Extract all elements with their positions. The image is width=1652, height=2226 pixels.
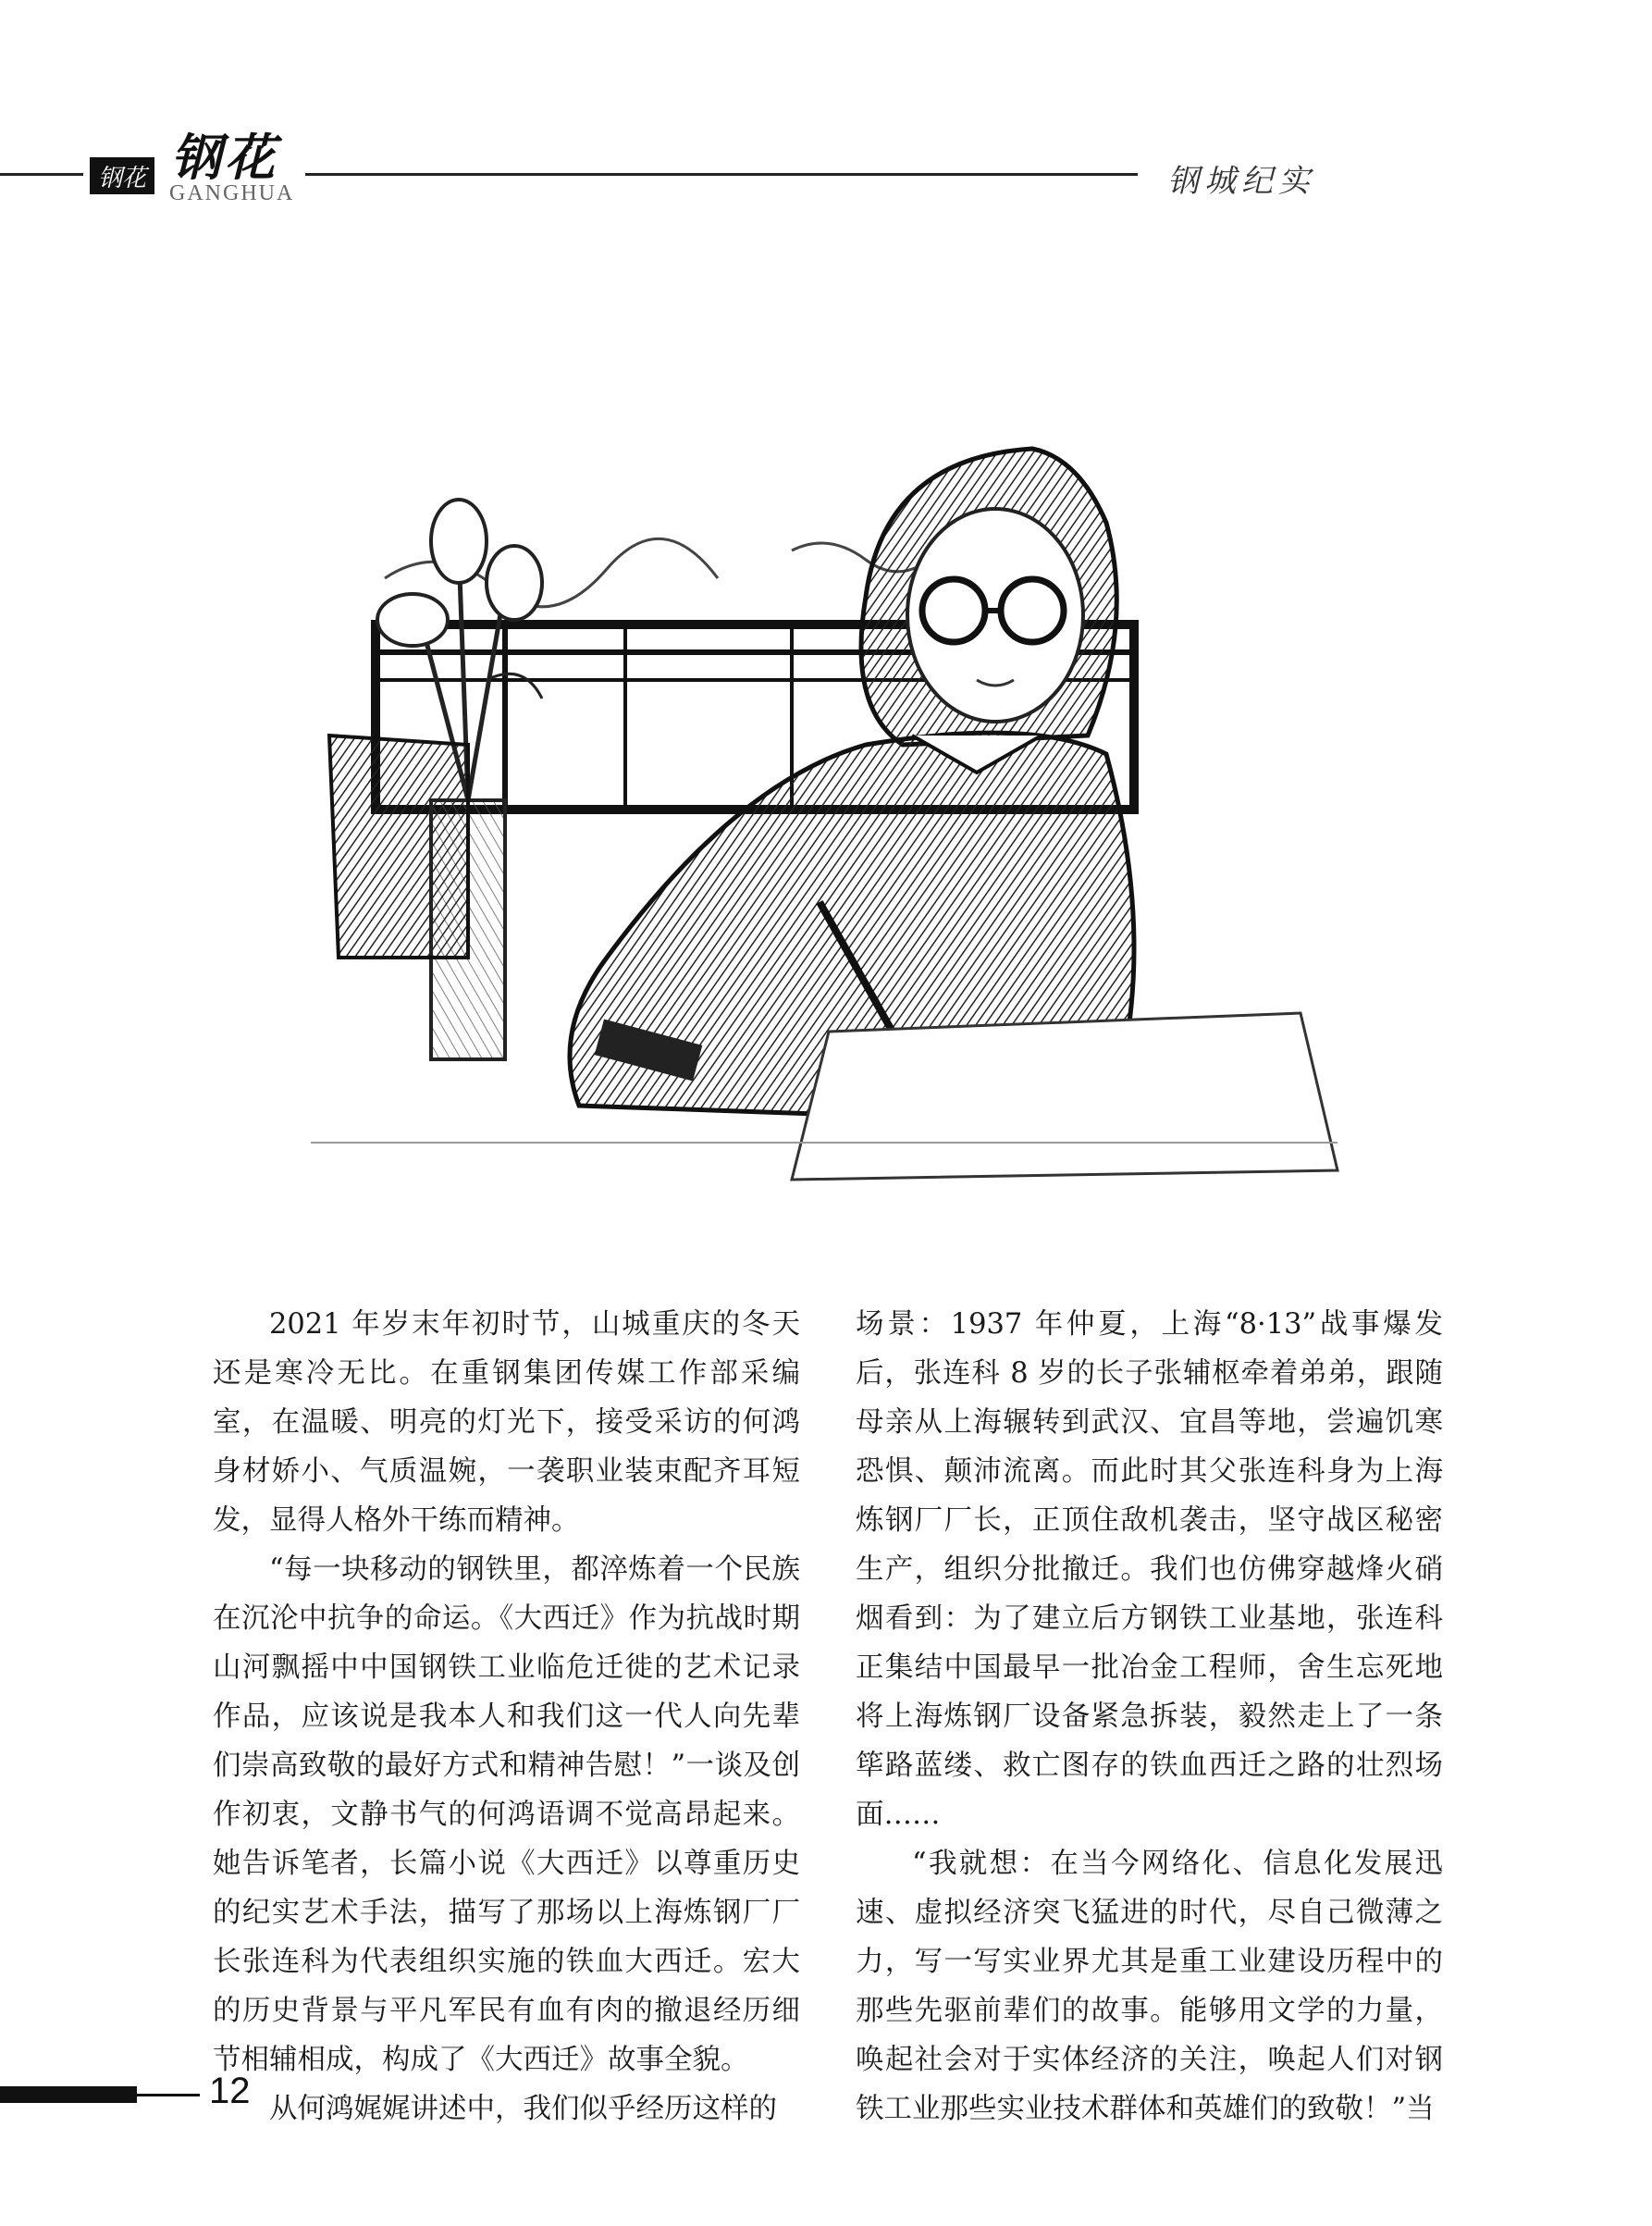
footer-bar — [0, 2086, 137, 2103]
footer-line — [137, 2094, 200, 2096]
header-rule-right — [305, 173, 1138, 176]
article-column-left — [213, 1300, 800, 2133]
article-column-right — [856, 1300, 1443, 2133]
article-paragraph: 2021 年岁末年初时节，山城重庆的冬天还是寒冷无比。在重钢集团传媒工作部采编室，在温暖、明亮的灯光下，接受采访的何鸿身材娇小、气质温婉，一袭职业装束配齐耳短发，显得人格外干练而精神。 — [213, 1308, 800, 1537]
header-rule-left — [0, 173, 83, 176]
article-paragraph: 从何鸿娓娓讲述中，我们似乎经历这样的 — [269, 2093, 777, 2125]
article-paragraph: “每一块移动的钢铁里，都淬炼着一个民族在沉沦中抗争的命运。《大西迁》作为抗战时期山河飘摇中中国钢铁工业临危迁徙的艺术记录作品，应该说是我本人和我们这一代人向先辈们崇高致敬的最好方式和精神告慰！”一谈及创作初衷，文静书气的何鸿语调不觉高昂起来。她告诉笔者，长篇小说《大西迁》以尊重历史的纪实艺术手法，描写了那场以上海炼钢厂厂长张连科为代表组织实施的铁血大西迁。宏大的历史背景与平凡军民有血有肉的撤退经历细节相辅相成，构成了《大西迁》故事全貌。 — [213, 1553, 800, 2076]
article-paragraph-continued: 场景：1937 年仲夏，上海“8·13”战事爆发后，张连科 8 岁的长子张辅枢牵着弟弟，跟随母亲从上海辗转到武汉、宜昌等地，尝遍饥寒恐惧、颠沛流离。而此时其父张连科身为上海炼钢厂厂长，正顶住敌机袭击，坚守战区秘密生产，组织分批撤迁。我们也仿佛穿越烽火硝烟看到：为了建立后方钢铁工业基地，张连科正集结中国最早一批冶金工程师，舍生忘死地将上海炼钢厂设备紧急拆装，毅然走上了一条筚路蓝缕、救亡图存的铁血西迁之路的壮烈场面…… — [856, 1308, 1443, 1831]
magazine-name: 钢花 — [171, 128, 278, 187]
page-number: 12 — [209, 2071, 251, 2111]
section-label: 钢城纪实 — [1167, 163, 1315, 200]
sketch-illustration — [274, 439, 1384, 1198]
magazine-logo-box: 钢花 — [90, 157, 154, 194]
magazine-subtitle: GANGHUA — [169, 181, 295, 205]
article-paragraph: “我就想：在当今网络化、信息化发展迅速、虚拟经济突飞猛进的时代，尽自己微薄之力，写一写实业界尤其是重工业建设历程中的那些先驱前辈们的故事。能够用文学的力量，唤起社会对于实体经济的关注，唤起人们对钢铁工业那些实业技术群体和英雄们的致敬！”当 — [856, 1848, 1443, 2125]
